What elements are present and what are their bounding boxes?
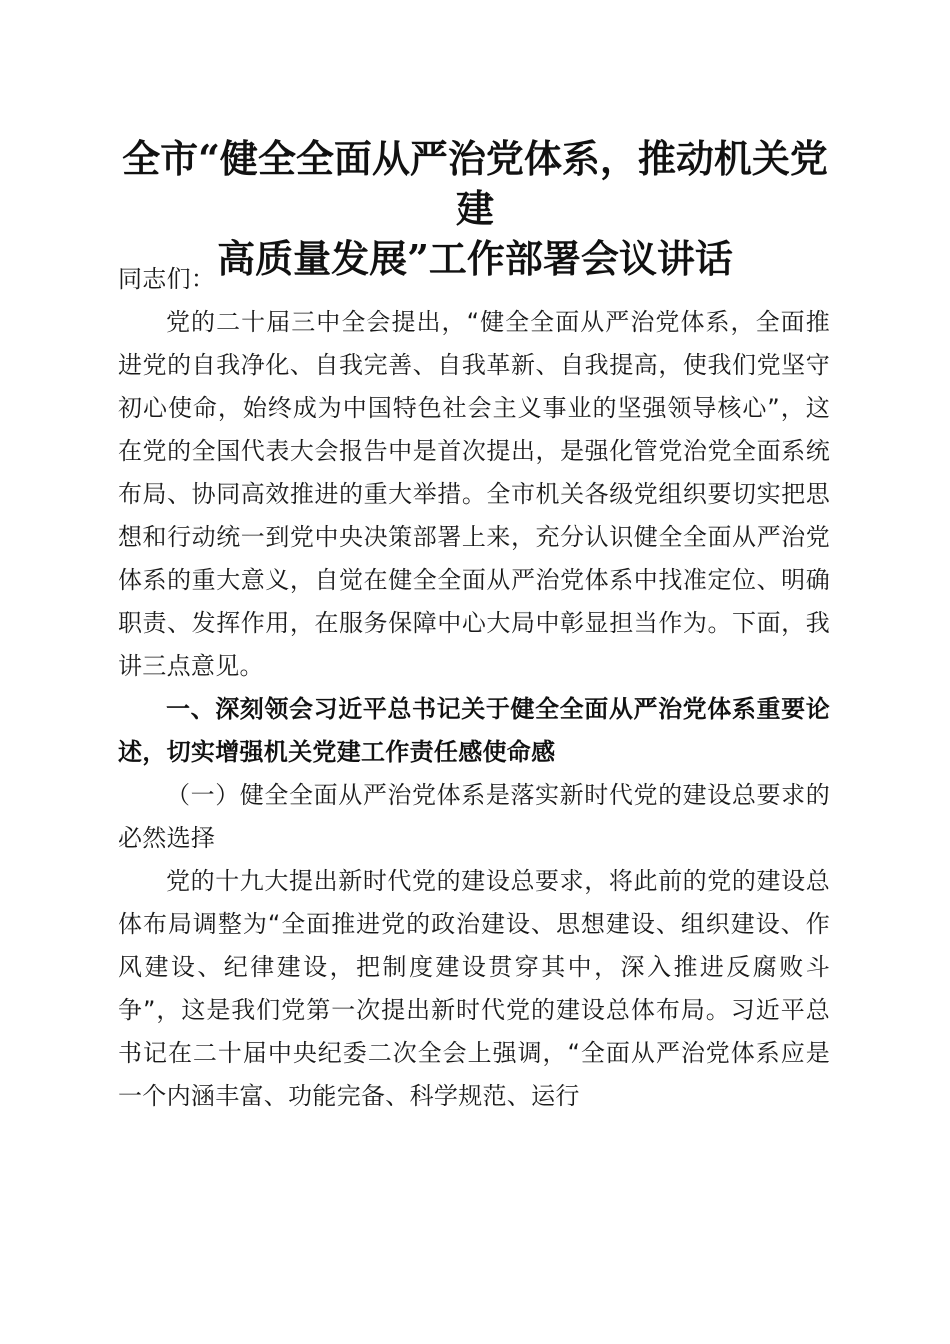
paragraph-intro: 党的二十届三中全会提出，“健全全面从严治党体系，全面推进党的自我净化、自我完善、自我革新、自我提高，使我们党坚守初心使命，始终成为中国特色社会主义事业的坚强领导核心”，这在党的全国代表大会报告中是首次提出，是强化管党治党全面系统布局、协同高效推进的重大举措。全市机关各级党组织要切实把思想和行动统一到党中央决策部署上来，充分认识健全全面从严治党体系的重大意义，自觉在健全全面从严治党体系中找准定位、明确职责、发挥作用，在服务保障中心大局中彰显担当作为。下面，我讲三点意见。 [118, 308, 830, 680]
title-line-2: 高质量发展”工作部署会议讲话 [217, 236, 733, 281]
paragraph-body: 党的十九大提出新时代党的建设总要求，将此前的党的建设总体布局调整为“全面推进党的政治建设、思想建设、组织建设、作风建设、纪律建设，把制度建设贯穿其中，深入推进反腐败斗争”，这是我们党第一次提出新时代党的建设总体布局。习近平总书记在二十届中央纪委二次全会上强调，“全面从严治党体系应是一个内涵丰富、功能完备、科学规范、运行 [118, 867, 830, 1110]
section-heading-1: 一、深刻领会习近平总书记关于健全全面从严治党体系重要论述，切实增强机关党建工作责任感使命感 [118, 695, 830, 766]
greeting: 同志们： [118, 265, 216, 293]
document-body [118, 258, 830, 1118]
subsection-heading-1: （一）健全全面从严治党体系是落实新时代党的建设总要求的必然选择 [118, 781, 830, 852]
title-line-1: 全市“健全全面从严治党体系，推动机关党建 [122, 136, 828, 231]
